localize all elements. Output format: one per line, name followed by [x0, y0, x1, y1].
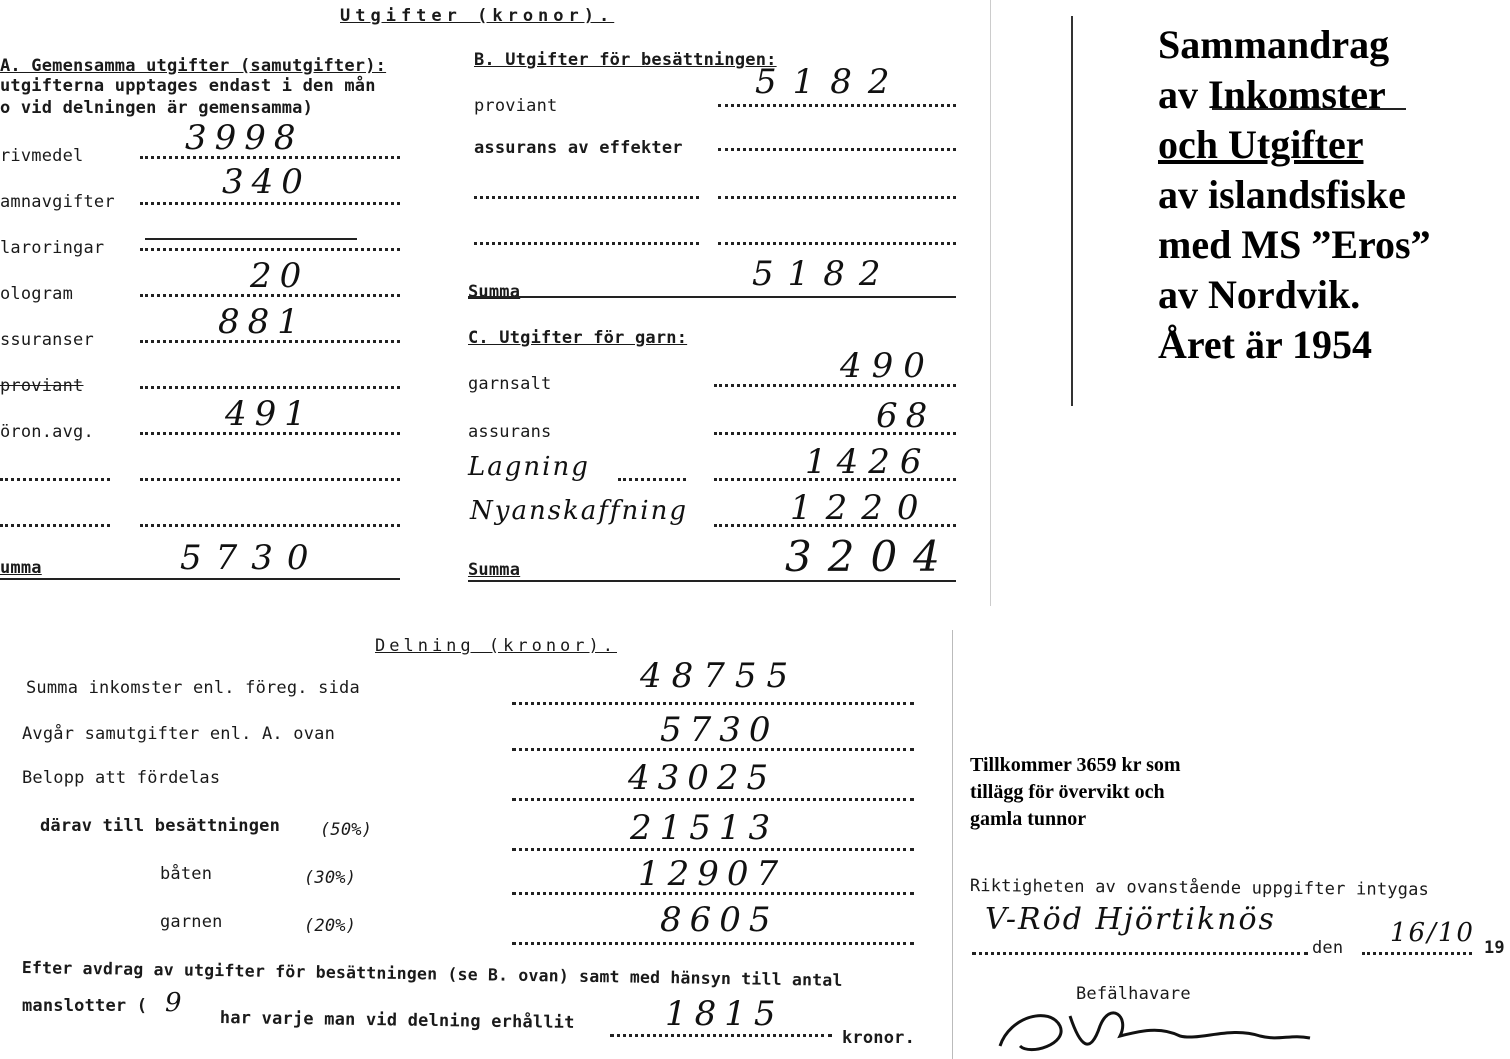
division-row-label: Summa inkomster enl. föreg. sida — [26, 678, 360, 698]
dotted-leader — [718, 196, 956, 199]
division-row-value: 5730 — [660, 710, 779, 750]
section-a-row-label: rivmedel — [0, 146, 84, 166]
captain-signature-icon — [990, 996, 1330, 1059]
section-a-row-label: proviant — [0, 376, 84, 396]
dotted-leader — [618, 478, 686, 481]
division-row-label: Belopp att fördelas — [22, 768, 221, 788]
section-c-row-value: 68 — [876, 396, 936, 436]
summary-line: av Nordvik. — [1158, 272, 1361, 317]
section-a-row-label: öron.avg. — [0, 422, 94, 442]
division-row-value: 12907 — [638, 854, 787, 894]
paper-edge — [1071, 16, 1073, 406]
section-c-row-label-handwritten: Lagning — [468, 452, 590, 482]
paper-edge — [990, 0, 991, 606]
section-c-heading: C. Utgifter för garn: — [468, 328, 688, 348]
dotted-leader — [140, 248, 400, 251]
section-a-row-value: 881 — [218, 302, 307, 342]
dotted-leader — [140, 478, 400, 481]
section-a-sum-label: umma — [0, 558, 42, 578]
dotted-leader — [474, 196, 699, 199]
certification-year-prefix: 19 — [1484, 938, 1505, 958]
dotted-leader — [140, 386, 400, 389]
certification-date-label: den — [1312, 938, 1344, 958]
section-a-row-value: 491 — [225, 394, 314, 434]
paper-edge — [952, 630, 953, 1059]
section-a-note-2: o vid delningen är gemensamma) — [0, 98, 314, 118]
dotted-leader — [0, 524, 110, 527]
dotted-leader — [512, 942, 914, 945]
division-row-pct: (50%) — [320, 820, 373, 840]
division-row-value: 48755 — [640, 656, 799, 696]
division-footer-count: 9 — [165, 988, 184, 1018]
section-a-row-value: 20 — [250, 256, 310, 296]
section-c-sum-label: Summa — [468, 560, 521, 580]
addition-line-1: Tillkommer 3659 kr som — [970, 754, 1181, 776]
section-a-row-label: amnavgifter — [0, 192, 115, 212]
summary-underline — [1212, 108, 1406, 110]
division-title: Delning (kronor). — [375, 636, 617, 656]
section-c-row-label-handwritten: Nyanskaffning — [470, 496, 688, 526]
dotted-leader — [0, 478, 110, 481]
summary-line: av Inkomster — [1158, 72, 1386, 117]
division-row-label: båten — [160, 864, 213, 884]
section-b-row-label: assurans av effekter — [474, 138, 683, 158]
strike-line — [145, 238, 357, 240]
section-b-heading: B. Utgifter för besättningen: — [474, 50, 777, 70]
summary-line: med MS ”Eros” — [1158, 222, 1431, 267]
section-a-note-1: utgifterna upptages endast i den mån — [0, 76, 376, 96]
section-b-sum-value: 5182 — [752, 254, 895, 294]
dotted-leader — [512, 798, 914, 801]
division-footer-manslotter: manslotter ( — [22, 996, 148, 1016]
dotted-leader — [474, 242, 699, 245]
certification-date-value: 16/10 — [1390, 918, 1475, 948]
section-c-row-value: 1426 — [805, 442, 932, 482]
section-c-row-value: 1220 — [790, 488, 933, 528]
division-row-value: 43025 — [628, 758, 777, 798]
division-footer-vid-delning: vid delning erhållit — [365, 1010, 575, 1033]
dotted-leader — [512, 702, 914, 705]
section-a-sum-value: 5730 — [180, 538, 323, 578]
section-b-row-value: 5182 — [755, 62, 906, 102]
division-footer-value: 1815 — [665, 994, 784, 1034]
division-row-pct: (30%) — [304, 868, 357, 888]
dotted-leader — [512, 848, 914, 851]
addition-line-3: gamla tunnor — [970, 808, 1087, 830]
dotted-leader — [718, 104, 956, 107]
section-c-row-label: garnsalt — [468, 374, 552, 394]
division-footer-har-varje-man: har varje man — [219, 1008, 356, 1030]
division-row-label: därav till besättningen — [40, 816, 281, 836]
certification-role: Befälhavare — [1076, 984, 1191, 1004]
dotted-leader — [140, 202, 400, 205]
section-b-sum-label: Summa — [468, 282, 521, 302]
certification-text: Riktigheten av ovanstående uppgifter intygas — [969, 876, 1430, 901]
division-row-label: Avgår samutgifter enl. A. ovan — [22, 724, 336, 744]
addition-line-2: tillägg för övervikt och — [970, 781, 1165, 803]
summary-line: Året är 1954 — [1158, 322, 1373, 367]
section-a-heading: A. Gemensamma utgifter (samutgifter): — [0, 56, 387, 76]
section-c-sum-value: 3204 — [785, 532, 956, 581]
section-c-row-value: 490 — [840, 346, 935, 386]
certification-place: V-Röd Hjörtiknös — [985, 902, 1276, 937]
section-a-row-label: ssuranser — [0, 330, 94, 350]
division-row-value: 8605 — [660, 900, 779, 940]
summary-note — [1158, 20, 1431, 370]
division-footer-line-1: Efter avdrag av utgifter för besättningen (se B. ovan) samt med hänsyn till antal — [21, 958, 843, 990]
division-footer-text — [220, 1008, 575, 1033]
section-a-row-value: 3998 — [185, 118, 304, 158]
dotted-leader — [610, 1034, 832, 1037]
dotted-leader — [718, 242, 956, 245]
section-c-row-label: assurans — [468, 422, 552, 442]
summary-line: av islandsfiske — [1158, 172, 1406, 217]
summary-line: Sammandrag — [1158, 22, 1390, 67]
sum-rule — [0, 578, 400, 580]
section-a-row-label: laroringar — [0, 238, 105, 258]
sum-rule — [468, 296, 956, 298]
expenses-title: Utgifter (kronor). — [340, 6, 615, 26]
division-row-label: garnen — [160, 912, 223, 932]
section-a-row-value: 340 — [222, 162, 311, 202]
division-footer-unit: kronor. — [842, 1028, 916, 1048]
dotted-leader — [1362, 952, 1472, 955]
section-a-row-label: ologram — [0, 284, 74, 304]
dotted-leader — [140, 524, 400, 527]
summary-line: och Utgifter — [1158, 122, 1364, 167]
division-row-pct: (20%) — [304, 916, 357, 936]
dotted-leader — [718, 148, 956, 151]
division-row-value: 21513 — [630, 808, 779, 848]
section-b-row-label: proviant — [474, 96, 558, 116]
dotted-leader — [972, 952, 1308, 955]
